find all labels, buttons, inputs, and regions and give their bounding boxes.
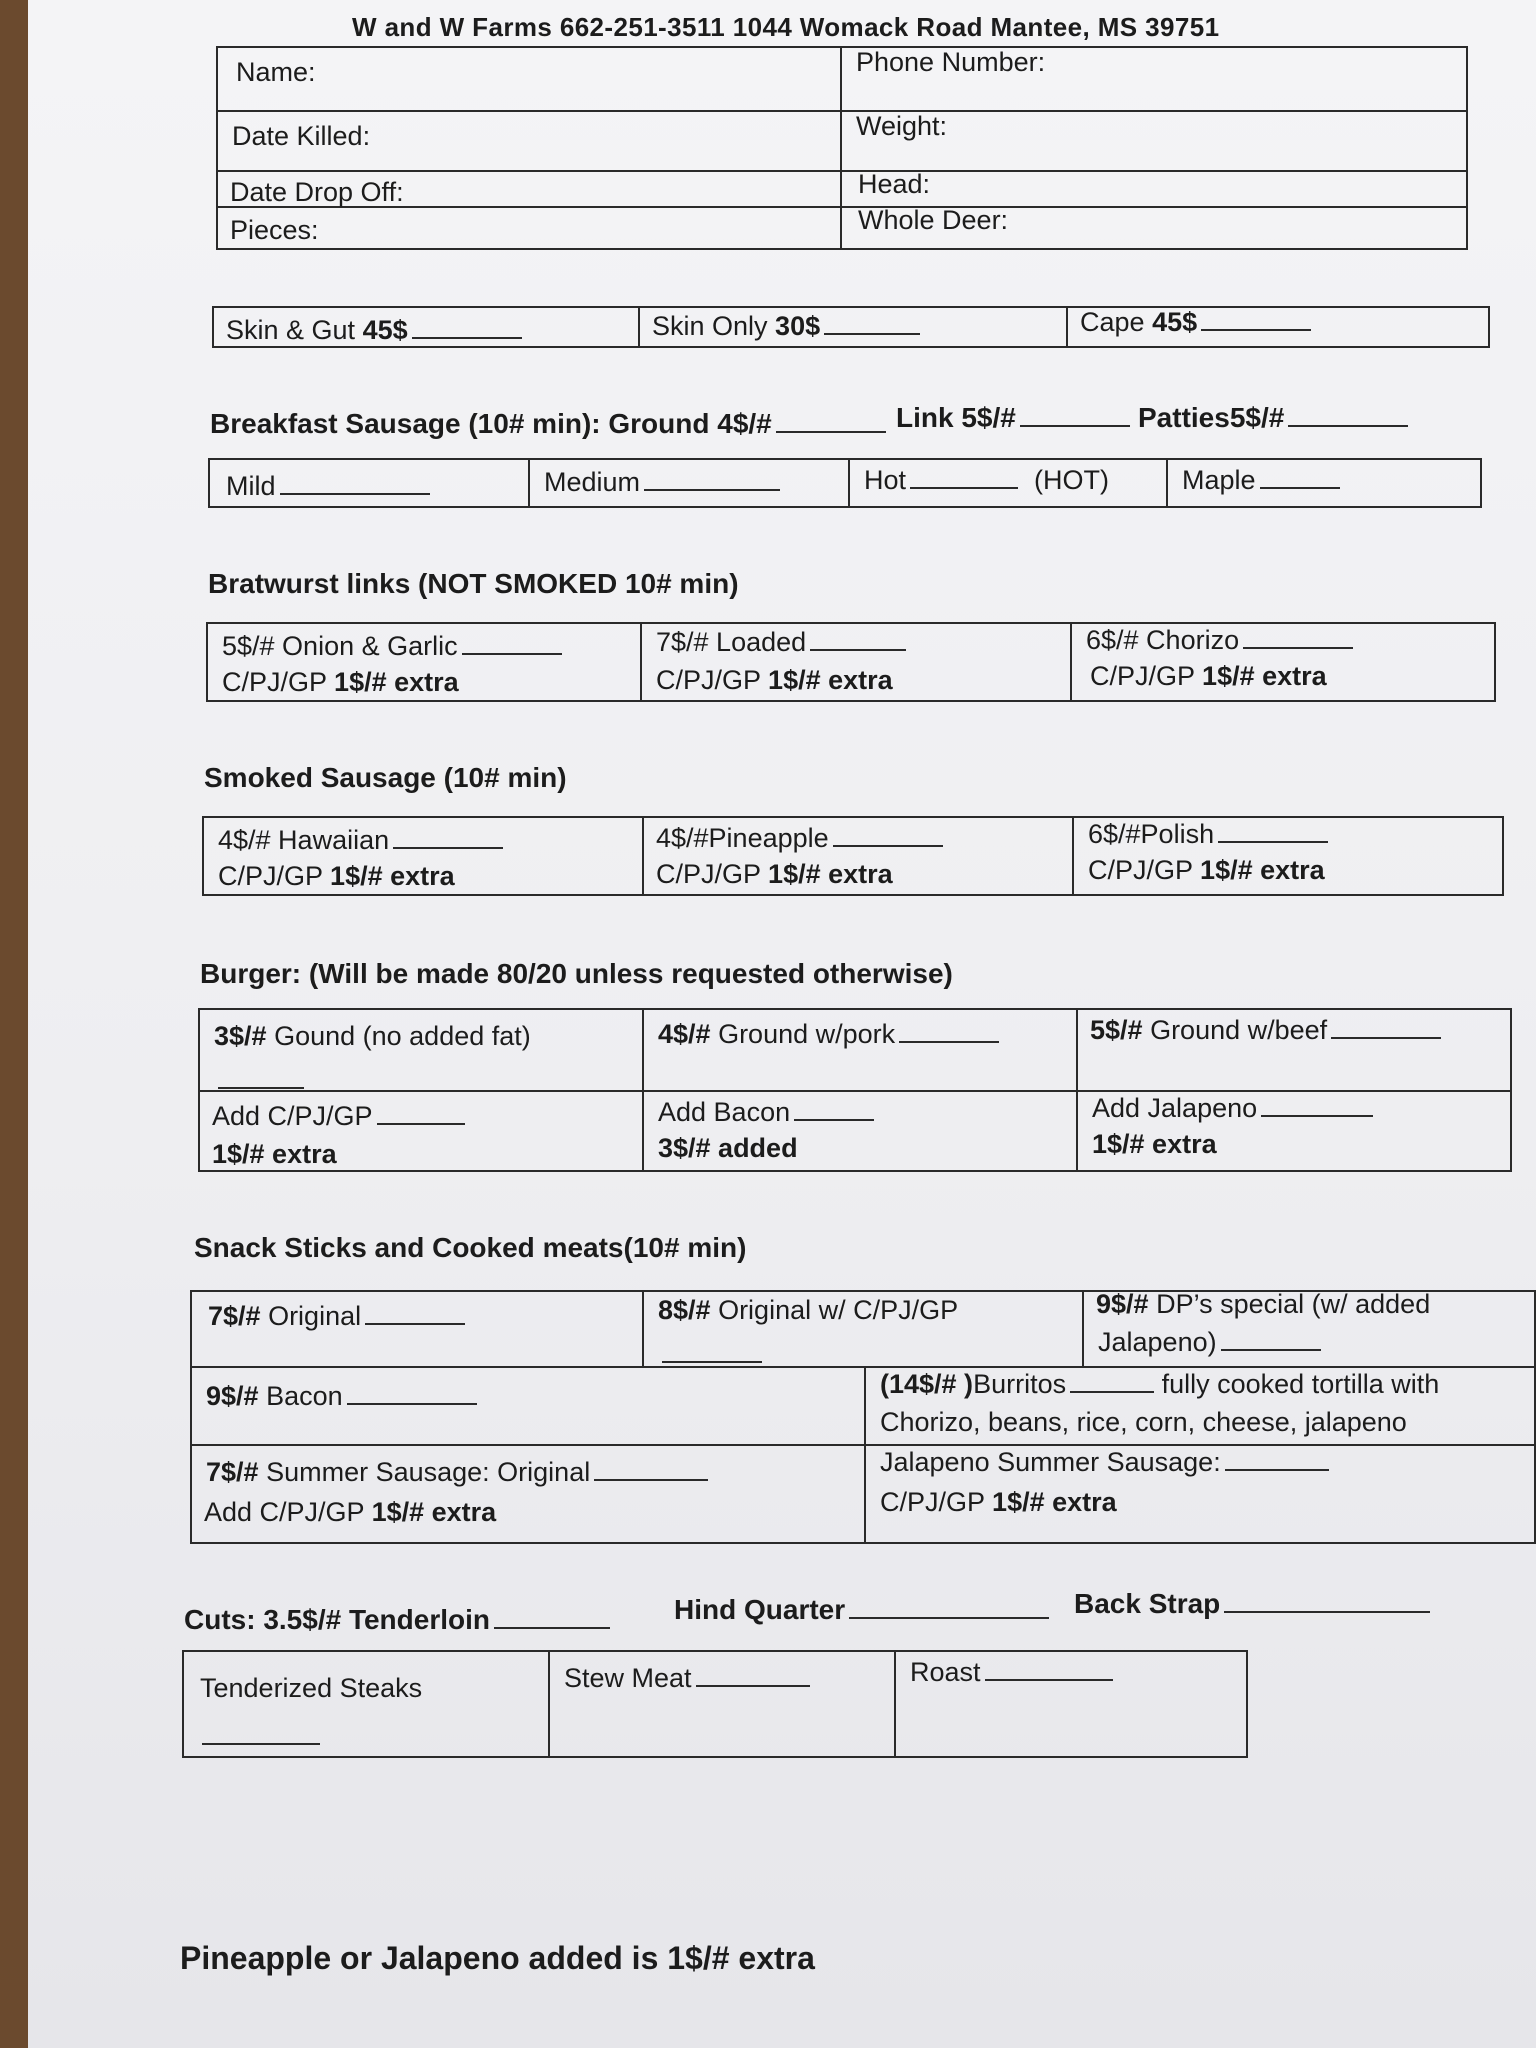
pieces-field-label[interactable]: Pieces: [230,215,319,245]
breakfast-sausage-patties-option[interactable]: Patties5$/# [1138,402,1408,434]
weight-field-label[interactable]: Weight: [856,111,948,141]
whole-deer-field-label[interactable]: Whole Deer: [858,205,1009,235]
burger-add-cpjgp-extra: 1$/# extra [212,1139,337,1169]
burger-add-bacon-extra: 3$/# added [658,1133,798,1163]
smoked-hawaiian-option[interactable]: 4$/# Hawaiian [218,822,503,858]
brat-chorizo-extra: C/PJ/GP 1$/# extra [1090,661,1327,691]
burger-add-jalapeno-option[interactable]: Add Jalapeno [1092,1090,1373,1126]
burger-ground-pork-option[interactable]: 4$/# Ground w/pork [658,1016,999,1052]
snack-original-cpjgp-option[interactable]: 8$/# Original w/ C/PJ/GP [658,1295,959,1325]
footer-note: Pineapple or Jalapeno added is 1$/# extra [180,1940,815,1976]
cape-option[interactable]: Cape 45$ [1080,304,1311,340]
smoked-pineapple-extra: C/PJ/GP 1$/# extra [656,859,893,889]
flavor-mild-option[interactable]: Mild [226,468,430,504]
customer-info-table [216,46,1468,250]
snack-summer-sausage-option[interactable]: 7$/# Summer Sausage: Original [206,1454,708,1490]
snack-bacon-option[interactable]: 9$/# Bacon [206,1378,477,1414]
smoked-hawaiian-extra: C/PJ/GP 1$/# extra [218,861,455,891]
burger-section-title: Burger: (Will be made 80/20 unless requested otherwise) [200,958,953,989]
cuts-tenderized-steaks-blank[interactable] [202,1742,320,1745]
name-field-label[interactable]: Name: [236,57,316,87]
brat-onion-garlic-option[interactable]: 5$/# Onion & Garlic [222,628,562,664]
burger-add-cpjgp-option[interactable]: Add C/PJ/GP [212,1098,465,1134]
brat-loaded-option[interactable]: 7$/# Loaded [656,624,906,660]
cuts-tenderloin-option[interactable]: Cuts: 3.5$/# Tenderloin [184,1604,610,1636]
brat-loaded-extra: C/PJ/GP 1$/# extra [656,665,893,695]
cuts-hind-quarter-option[interactable]: Hind Quarter [674,1594,1049,1626]
bratwurst-section-title: Bratwurst links (NOT SMOKED 10# min) [208,568,739,599]
burger-ground-plain-option[interactable]: 3$/# Gound (no added fat) [214,1021,531,1051]
snack-dp-special-option[interactable]: 9$/# DP’s special (w/ added [1096,1289,1431,1319]
smoked-polish-option[interactable]: 6$/#Polish [1088,816,1328,852]
cuts-stew-meat-option[interactable]: Stew Meat [564,1660,810,1696]
head-field-label[interactable]: Head: [858,169,931,199]
skin-gut-option[interactable]: Skin & Gut 45$ [226,312,522,348]
snack-jalapeno-summer-extra: C/PJ/GP 1$/# extra [880,1487,1117,1517]
burger-ground-plain-blank[interactable] [218,1086,304,1089]
snack-jalapeno-summer-option[interactable]: Jalapeno Summer Sausage: [880,1444,1329,1480]
flavor-medium-option[interactable]: Medium [544,464,780,500]
brat-chorizo-option[interactable]: 6$/# Chorizo [1086,622,1353,658]
flavor-hot-note: (HOT) [1034,465,1109,495]
snack-burritos-desc: Chorizo, beans, rice, corn, cheese, jalapeno [880,1407,1407,1437]
snack-sticks-section-title: Snack Sticks and Cooked meats(10# min) [194,1232,747,1263]
burger-ground-beef-option[interactable]: 5$/# Ground w/beef [1090,1012,1441,1048]
snack-burritos-option[interactable]: (14$/# )Burritos fully cooked tortilla with [880,1369,1440,1399]
cuts-roast-option[interactable]: Roast [910,1654,1113,1690]
cuts-tenderized-steaks-option[interactable]: Tenderized Steaks [200,1673,423,1703]
flavor-hot-option[interactable]: Hot [864,462,1018,498]
brat-onion-garlic-extra: C/PJ/GP 1$/# extra [222,667,459,697]
breakfast-sausage-link-option[interactable]: Link 5$/# [896,402,1130,434]
breakfast-sausage-ground-option[interactable]: Breakfast Sausage (10# min): Ground 4$/# [210,408,886,440]
flavor-maple-option[interactable]: Maple [1182,462,1340,498]
phone-field-label[interactable]: Phone Number: [856,47,1046,77]
date-drop-off-field-label[interactable]: Date Drop Off: [230,177,404,207]
farm-header: W and W Farms 662-251-3511 1044 Womack Road Mantee, MS 39751 [352,12,1220,42]
snack-original-option[interactable]: 7$/# Original [208,1298,465,1334]
burger-add-bacon-option[interactable]: Add Bacon [658,1094,874,1130]
date-killed-field-label[interactable]: Date Killed: [232,121,371,151]
smoked-polish-extra: C/PJ/GP 1$/# extra [1088,855,1325,885]
snack-original-cpjgp-blank[interactable] [662,1360,762,1363]
cuts-back-strap-option[interactable]: Back Strap [1074,1588,1430,1620]
snack-summer-sausage-extra: Add C/PJ/GP 1$/# extra [204,1497,497,1527]
burger-add-jalapeno-extra: 1$/# extra [1092,1129,1217,1159]
smoked-pineapple-option[interactable]: 4$/#Pineapple [656,820,943,856]
smoked-sausage-section-title: Smoked Sausage (10# min) [204,762,567,793]
skin-only-option[interactable]: Skin Only 30$ [652,308,920,344]
snack-dp-special-line2[interactable]: Jalapeno) [1098,1324,1321,1360]
